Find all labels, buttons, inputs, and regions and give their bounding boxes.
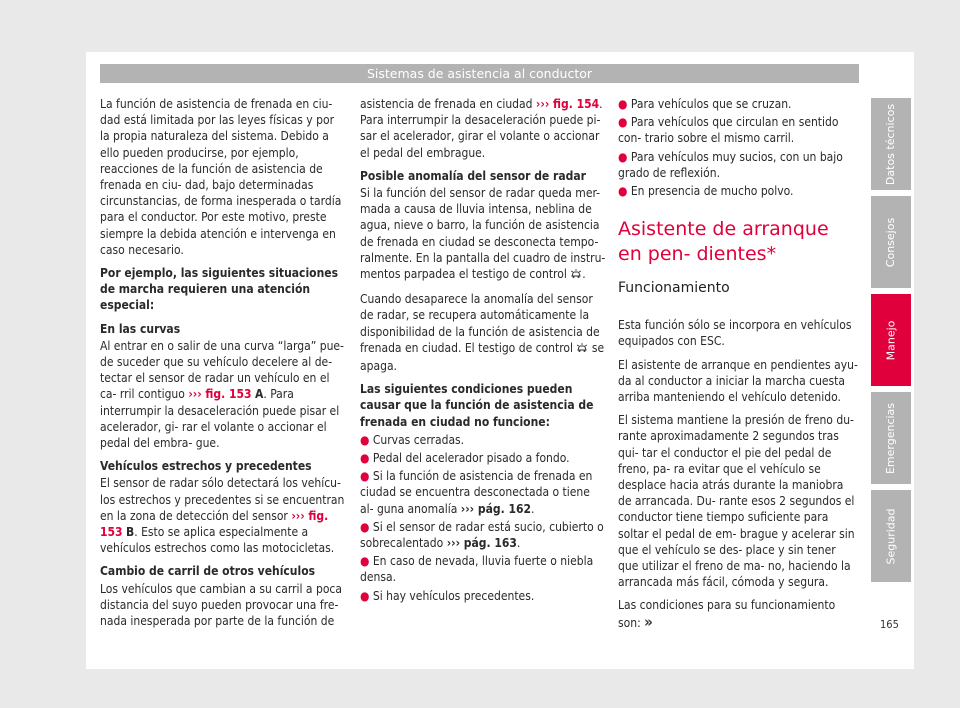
column-3 [618,96,858,638]
bullet-icon: ● [360,519,370,534]
paragraph-estrechos: El sensor de radar sólo detectará los vehícu- los estrechos y precedentes si se encuentran en la zona de detección del sensor ››› fig. 153 B. Esto se aplica especialmente a vehículos estrechos como las motocicletas. [100,476,345,556]
subheading-anomalia: Posible anomalía del sensor de radar [360,168,586,183]
figure-link[interactable]: ››› fig. 154 [535,97,600,111]
bullet-icon: ● [618,115,628,130]
bullet-icon: ● [618,184,628,199]
list-item: ● Curvas cerradas. [360,432,465,447]
car-warning-icon [576,342,588,358]
bullet-icon: ● [618,97,628,111]
subsection-title: Funcionamiento [618,280,730,297]
subheading-carril: Cambio de carril de otros vehículos [100,564,316,579]
list-item: ● Para vehículos muy sucios, con un bajo grado de reflexión. [618,149,843,180]
paragraph-carril: Los vehículos que cambian a su carril a poca distancia del suyo pueden provocar una fre- nada inesperada por parte de la función de [100,581,342,629]
list-item: ● En presencia de mucho polvo. [618,184,794,199]
list-item: ● Para vehículos que circulan en sentido con- trario sobre el mismo carril. [618,115,839,146]
paragraph: La función de asistencia de frenada en ciu- dad está limitada por las leyes físicas y por la propia naturaleza del sistema. Debido a ello pueden producirse, por ejemplo, reacciones de la función de asistencia de frenada en ciu- dad, bajo determinadas circunstancias, de forma inesperada o tardía para el conductor. Por este motivo, preste siempre la debida atención e intervenga en caso necesario. [100,97,342,257]
column-2 [360,96,606,606]
tab-consejos[interactable]: Consejos [871,196,911,288]
subheading-curvas: En las curvas [100,321,181,336]
page-link[interactable]: ››› pág. 162 [460,501,532,516]
paragraph: Esta función sólo se incorpora en vehículos equipados con ESC. [618,318,852,349]
paragraph: asistencia de frenada en ciudad ››› fig. 154. Para interrumpir la desaceleración puede pi- sar el acelerador, girar el volante o accionar el pedal del embrague. [360,97,603,160]
tab-seguridad[interactable]: Seguridad [871,490,911,582]
bullet-icon: ● [360,432,370,447]
bullet-icon: ● [360,469,370,484]
bullet-icon: ● [360,451,370,466]
section-header: Sistemas de asistencia al conductor [100,64,859,83]
section-title: Asistente de arranque en pen- dientes* [618,218,829,266]
paragraph: El sistema mantiene la presión de freno du- rante aproximadamente 2 segundos tras qui- tar el conductor el pie del pedal de freno, pa- ra evitar que el vehículo se desplace hacia atrás durante la maniobra de arrancada. Du- rante esos 2 segundos el conductor tiene tiempo suficiente para soltar el pedal de em- brague y acelerar sin que el vehículo se des- place y sin tener que utilizar el freno de ma- no, haciendo la arrancada más fácil, cómoda y segura. [618,413,855,590]
bold-paragraph: Por ejemplo, las siguientes situaciones de marcha requieren una atención especial: [100,266,339,313]
paragraph: El asistente de arranque en pendientes ayu- da al conductor a iniciar la marcha cuesta arriba manteniendo el vehículo detenido. [618,357,858,405]
paragraph-conditions: Las condiciones para su funcionamiento son: » [618,598,836,631]
bullet-icon: ● [618,149,628,164]
continue-icon: » [644,612,653,631]
tab-manejo[interactable]: Manejo [871,294,911,386]
bullet-icon: ● [360,554,370,569]
subheading-estrechos: Vehículos estrechos y precedentes [100,459,312,474]
figure-link[interactable]: ››› fig. 153 [100,508,329,540]
car-warning-icon [570,268,582,284]
tab-emergencias[interactable]: Emergencias [871,392,911,484]
paragraph-desaparece: Cuando desaparece la anomalía del sensor de radar, se recupera automáticamente la disponibilidad de la función de asistencia de frenada en ciudad. El testigo de control se apaga. [360,292,605,374]
subheading-condiciones: Las siguientes condiciones pueden causar que la función de asistencia de frenada en ciudad no funcione: [360,382,594,429]
list-item: ● Pedal del acelerador pisado a fondo. [360,451,570,466]
list-item: ● Para vehículos que se cruzan. [618,97,792,111]
page-link[interactable]: ››› pág. 163 [446,536,517,551]
page-number: 165 [880,618,899,631]
list-item: ● Si hay vehículos precedentes. [360,588,535,603]
tab-datos-tecnicos[interactable]: Datos técnicos [871,98,911,190]
list-item: ● En caso de nevada, lluvia fuerte o niebla densa. [360,554,594,585]
figure-link[interactable]: ››› fig. 153 [188,387,252,402]
list-item: ● Si la función de asistencia de frenada en ciudad se encuentra desconectada o tiene al- guna anomalía ››› pág. 162. [360,469,593,516]
bullet-icon: ● [360,588,370,603]
list-item: ● Si el sensor de radar está sucio, cubierto o sobrecalentado ››› pág. 163. [360,519,604,551]
paragraph-curvas: Al entrar en o salir de una curva “larga” pue- de suceder que su vehículo decelere al de- tectar el sensor de radar un vehículo en el ca- rril contiguo ››› fig. 153 A. Para interrumpir la desaceleración puede pisar el acelerador, gi- rar el volante o accionar el pedal del embra- gue. [100,338,344,451]
column-1 [100,96,346,636]
paragraph-anomalia: Si la función del sensor de radar queda mer- mada a causa de lluvia intensa, neblina de agua, nieve o barro, la función de asistencia de frenada en ciudad se desconecta tempo- ralmente. En la pantalla del cuadro de instru- mentos parpadea el testigo de control . [360,185,606,284]
